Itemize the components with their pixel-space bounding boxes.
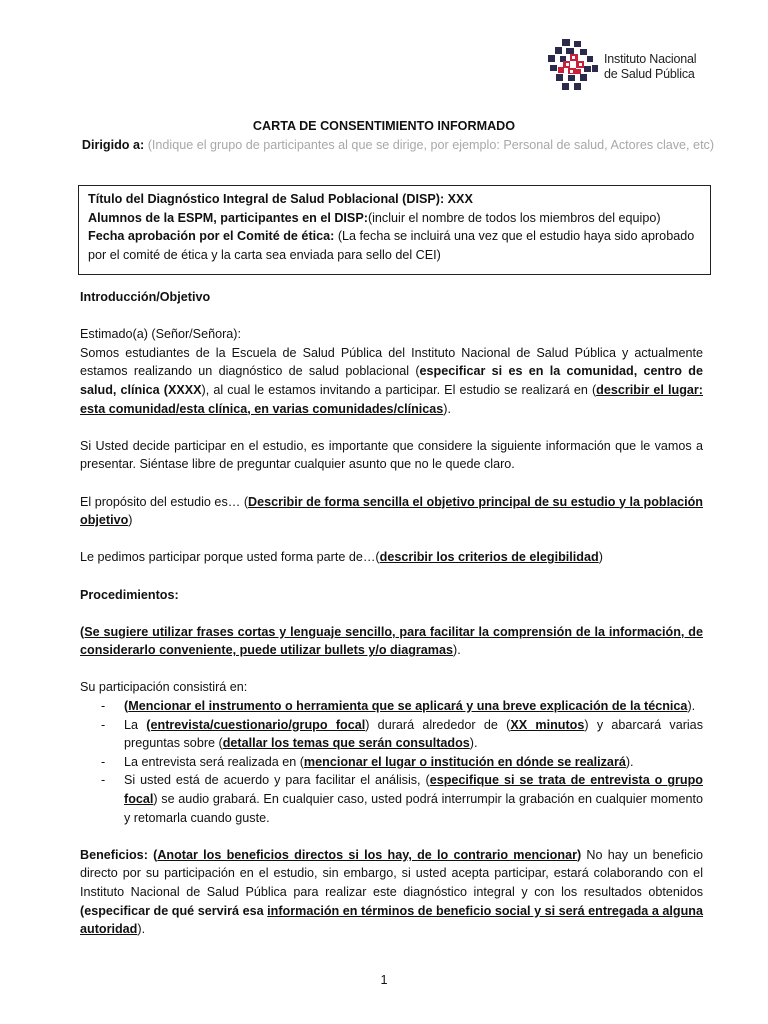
students-line xyxy=(88,209,701,228)
addressee-label: Dirigido a: xyxy=(81,138,145,152)
p1-text-e: ). xyxy=(443,401,451,416)
intro-heading-text: Introducción/Objetivo xyxy=(80,290,211,304)
bullet-dash: - xyxy=(101,754,106,769)
bullet-dash: - xyxy=(101,699,106,714)
procedures-note xyxy=(80,623,703,660)
benefits-spec-a: (especificar de qué servirá esa xyxy=(80,903,268,918)
addressee-placeholder: (Indique el grupo de participantes al que se dirige, por ejemplo: Personal de salud, Actores clave, etc) xyxy=(147,138,715,152)
benefits-end: ). xyxy=(137,922,146,937)
page-number: 1 xyxy=(380,973,388,987)
b2-text-c: ) durará alrededor de ( xyxy=(365,717,511,732)
p4-text-a: Le pedimos participar porque usted forma parte de…( xyxy=(80,550,380,565)
benefits-text: No hay un beneficio directo por su participación en el estudio, sin embargo, si usted acepta participar, estará colaborando con el Instituto Nacional de Salud Pública para realizar este diagnóstico integral y con los resultados obtenidos xyxy=(80,847,703,899)
approval-label: Fecha aprobación por el Comité de ética: xyxy=(88,229,335,244)
b1-text-a: ( xyxy=(124,699,129,714)
approval-line xyxy=(88,227,701,264)
insp-logo-mark-icon xyxy=(546,39,600,91)
bullet-dash: - xyxy=(101,773,106,788)
letter-body xyxy=(80,288,703,939)
b4-text-a: Si usted está de acuerdo y para facilitar el análisis, ( xyxy=(124,773,430,788)
list-item xyxy=(80,771,703,827)
b2-underline-d: XX minutos xyxy=(510,717,585,732)
b2-text-e: ) y abarcará varias preguntas sobre ( xyxy=(124,717,703,751)
b2-underline-f: detallar los temas que serán consultados xyxy=(222,736,470,751)
intro-paragraph-2: Si Usted decide participar en el estudio, es importante que considere la siguiente información que le vamos a presentar. Siéntase libre de preguntar cualquier asunto que no le quede claro. xyxy=(80,438,703,472)
b1-underline: Mencionar el instrumento o herramienta que se aplicará y una breve explicación de la técnica xyxy=(128,699,688,714)
intro-paragraph-1 xyxy=(80,344,703,418)
benefits-instruction-end: ) xyxy=(576,847,582,862)
students-text: (incluir el nombre de todos los miembros del equipo) xyxy=(367,210,661,225)
b1-text-c: ). xyxy=(687,699,696,714)
participation-list xyxy=(80,697,703,827)
document-title: CARTA DE CONSENTIMIENTO INFORMADO xyxy=(252,119,516,133)
study-info-box xyxy=(78,185,711,275)
procedures-note-end: ). xyxy=(453,643,461,658)
benefits-spec-underline: información en términos de beneficio social y si será entregada a alguna autoridad xyxy=(80,903,703,937)
b2-underline-b: (entrevista/cuestionario/grupo focal xyxy=(146,717,366,732)
list-item xyxy=(80,716,703,753)
procedures-heading xyxy=(80,586,703,605)
b2-text-a: La xyxy=(124,717,147,732)
b4-underline: especifique si se trata de entrevista o grupo focal xyxy=(124,773,703,807)
b2-text-g: ). xyxy=(469,736,478,751)
p4-text-c: ) xyxy=(598,550,603,565)
logo-line-2: de Salud Pública xyxy=(604,67,695,81)
bullet-dash: - xyxy=(101,717,106,732)
p1-text-a: Somos estudiantes de la Escuela de Salud Pública del Instituto Nacional de Salud Pública y actualmente estamos realizando un diagnóstico de salud poblacional ( xyxy=(80,345,703,379)
addressee-line xyxy=(78,136,718,155)
b4-text-c: ) se audio grabará. En cualquier caso, usted podrá interrumpir la grabación en cualquier momento y retomarla cuando guste. xyxy=(124,792,703,825)
approval-text: (La fecha se incluirá una vez que el estudio haya sido aprobado por el comité de ética y la carta sea enviada para sello del CEI) xyxy=(88,229,695,262)
study-title-line xyxy=(88,190,701,209)
eligibility-paragraph xyxy=(80,548,703,567)
p3-text-c: ) xyxy=(128,513,133,528)
p3-text-a: El propósito del estudio es… ( xyxy=(80,494,249,509)
p1-text-c: ), al cual le estamos invitando a participar. El estudio se realizará en ( xyxy=(201,382,597,397)
purpose-paragraph xyxy=(80,493,703,530)
salutation: Estimado(a) (Señor/Señora): xyxy=(80,327,241,342)
list-item xyxy=(80,753,703,772)
list-item xyxy=(80,697,703,716)
participation-intro: Su participación consistirá en: xyxy=(80,680,248,695)
p1-bold-b: especificar si es en la comunidad, centro de salud, clínica (XXXX xyxy=(80,364,703,397)
students-label: Alumnos de la ESPM, participantes en el DISP: xyxy=(88,210,368,225)
p1-underline-d: describir el lugar: esta comunidad/esta clínica, en varias comunidades/clínicas xyxy=(80,382,703,416)
logo-line-1: Instituto Nacional xyxy=(604,52,697,66)
procedures-heading-text: Procedimientos: xyxy=(80,587,179,602)
procedures-note-underline: (Se sugiere utilizar frases cortas y lenguaje sencillo, para facilitar la comprensión de la información, de considerarlo conveniente, puede utilizar bullets y/o diagramas xyxy=(80,624,703,658)
study-title: Título del Diagnóstico Integral de Salud Poblacional (DISP): XXX xyxy=(88,192,473,206)
p4-underline-b: describir los criterios de elegibilidad xyxy=(379,550,599,565)
b3-text-a: La entrevista será realizada en ( xyxy=(124,754,304,769)
logo-text xyxy=(604,52,696,82)
benefits-instruction: Anotar los beneficios directos si los hay, de lo contrario mencionar xyxy=(157,847,577,862)
benefits-paragraph xyxy=(80,846,703,939)
b3-underline: mencionar el lugar o institución en dónde se realizará xyxy=(303,754,626,769)
p3-underline-b: Describir de forma sencilla el objetivo principal de su estudio y la población objetivo xyxy=(80,494,703,528)
intro-heading xyxy=(80,288,703,307)
benefits-label: Beneficios: ( xyxy=(80,847,158,862)
insp-logo xyxy=(546,39,716,91)
b3-text-c: ). xyxy=(625,754,634,769)
